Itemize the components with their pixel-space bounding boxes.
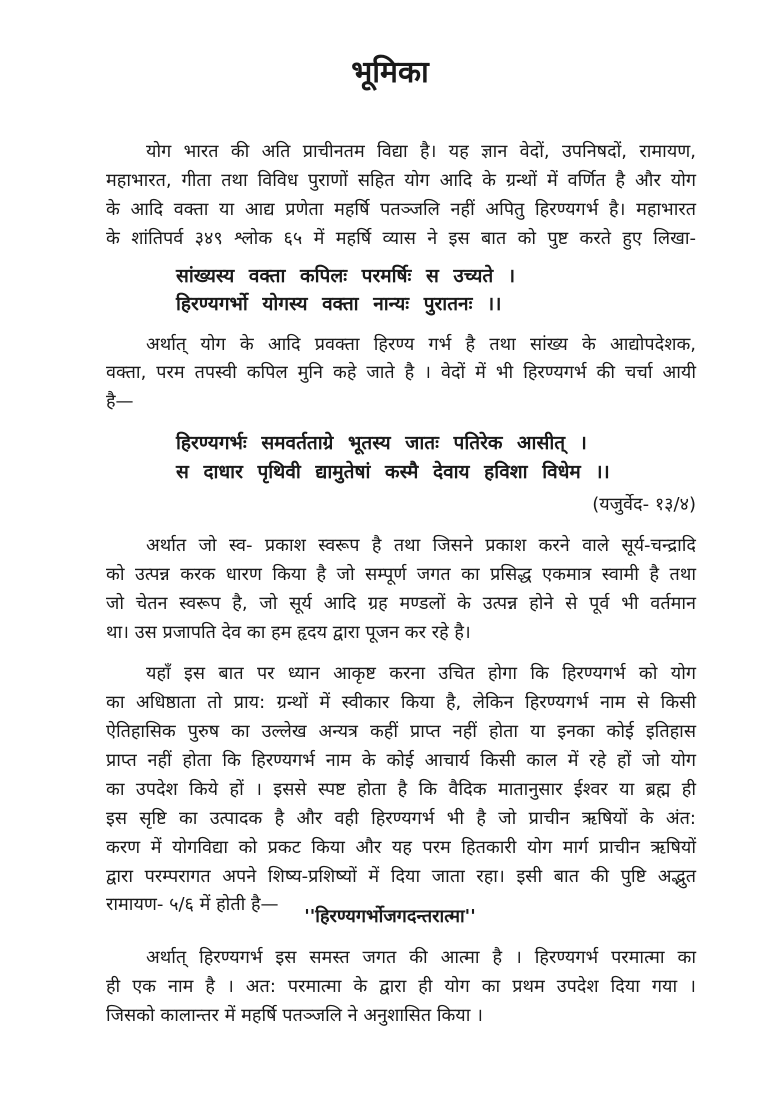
text-line: था। उस प्रजापति देव का हम हृदय द्वारा पूजन कर रहे है।	[106, 622, 471, 643]
text-line: प्राप्त नहीं होता कि हिरण्यगर्भ नाम के कोई आचार्य किसी काल में रहे हों जो योग	[106, 750, 696, 771]
text-line: योग भारत की अति प्राचीनतम विद्या है। यह ज्ञान वेदों, उपनिषदों, रामायण,	[146, 141, 696, 162]
verse-line: सांख्यस्य वक्ता कपिलः परमर्षिः स उच्यते ।	[176, 265, 516, 287]
text-line: के शांतिपर्व ३४९ श्लोक ६५ में महर्षि व्यास ने इस बात को पुष्ट करते हुए लिखा-	[106, 228, 696, 249]
verse-line: हिरण्यगर्भः समवर्तताग्रे भूतस्य जातः पतिरेक आसीत् ।	[176, 432, 587, 454]
text-line: यहाँ इस बात पर ध्यान आकृष्ट करना उचित होगा कि हिरण्यगर्भ को योग	[146, 663, 696, 684]
text-line: को उत्पन्न करक धारण किया है जो सम्पूर्ण जगत का प्रसिद्ध एकमात्र स्वामी है तथा	[106, 564, 696, 585]
text-line: है—	[106, 391, 134, 412]
text-line: जिसको कालान्तर में महर्षि पतञ्जलि ने अनुशासित किया ।	[106, 1005, 483, 1026]
text-line: के आदि वक्ता या आद्य प्रणेता महर्षि पतञ्जलि नहीं अपितु हिरण्यगर्भ है। महाभारत	[106, 199, 696, 220]
text-line: द्वारा परम्परागत अपने शिष्य-प्रशिष्यों में दिया जाता रहा। इसी बात की पुष्टि अद्भुत	[106, 866, 696, 887]
text-line: का उपदेश किये हों । इससे स्पष्ट होता है कि वैदिक मातानुसार ईश्वर या ब्रह्म ही	[106, 779, 696, 800]
verse-line: हिरण्यगर्भो योगस्य वक्ता नान्यः पुरातनः ।।	[176, 293, 502, 315]
text-line: अर्थात जो स्व- प्रकाश स्वरूप है तथा जिसने प्रकाश करने वाले सूर्य-चन्द्रादि	[146, 535, 696, 556]
text-line: जो चेतन स्वरूप है, जो सूर्य आदि ग्रह मण्डलों के उत्पन्न होने से पूर्व भी वर्तमान	[106, 593, 696, 614]
text-line: ही एक नाम है । अत: परमात्मा के द्वारा ही योग का प्रथम उपदेश दिया गया ।	[106, 976, 696, 997]
quote: ''हिरण्यगर्भोजगदन्तरात्मा''	[304, 906, 476, 927]
text-line: वक्ता, परम तपस्वी कपिल मुनि कहे जाते है । वेदों में भी हिरण्यगर्भ की चर्चा आयी	[106, 362, 696, 383]
citation: (यजुर्वेद- १३/४)	[592, 494, 696, 515]
page-title: भूमिका	[351, 55, 429, 90]
text-line: अर्थात् हिरण्यगर्भ इस समस्त जगत की आत्मा है । हिरण्यगर्भ परमात्मा का	[146, 947, 696, 968]
verse-line: स दाधार पृथिवी द्यामुतेषां कस्मै देवाय हविशा विधेम ।।	[176, 461, 610, 483]
text-line: इस सृष्टि का उत्पादक है और वही हिरण्यगर्भ भी है जो प्राचीन ऋषियों के अंत:	[106, 808, 696, 829]
text-line: ऐतिहासिक पुरुष का उल्लेख अन्यत्र कहीं प्राप्त नहीं होता या इनका कोई इतिहास	[106, 721, 696, 742]
text-line: रामायण- ५/६ में होती है—	[106, 894, 279, 915]
text-line: का अधिष्ठाता तो प्राय: ग्रन्थों में स्वीकार किया है, लेकिन हिरण्यगर्भ नाम से किसी	[106, 692, 696, 713]
text-line: अर्थात् योग के आदि प्रवक्ता हिरण्य गर्भ है तथा सांख्य के आद्योपदेशक,	[146, 334, 696, 355]
text-line: महाभारत, गीता तथा विविध पुराणों सहित योग आदि के ग्रन्थों में वर्णित है और योग	[106, 170, 696, 191]
text-line: करण में योगविद्या को प्रकट किया और यह परम हितकारी योग मार्ग प्राचीन ऋषियों	[106, 837, 696, 858]
